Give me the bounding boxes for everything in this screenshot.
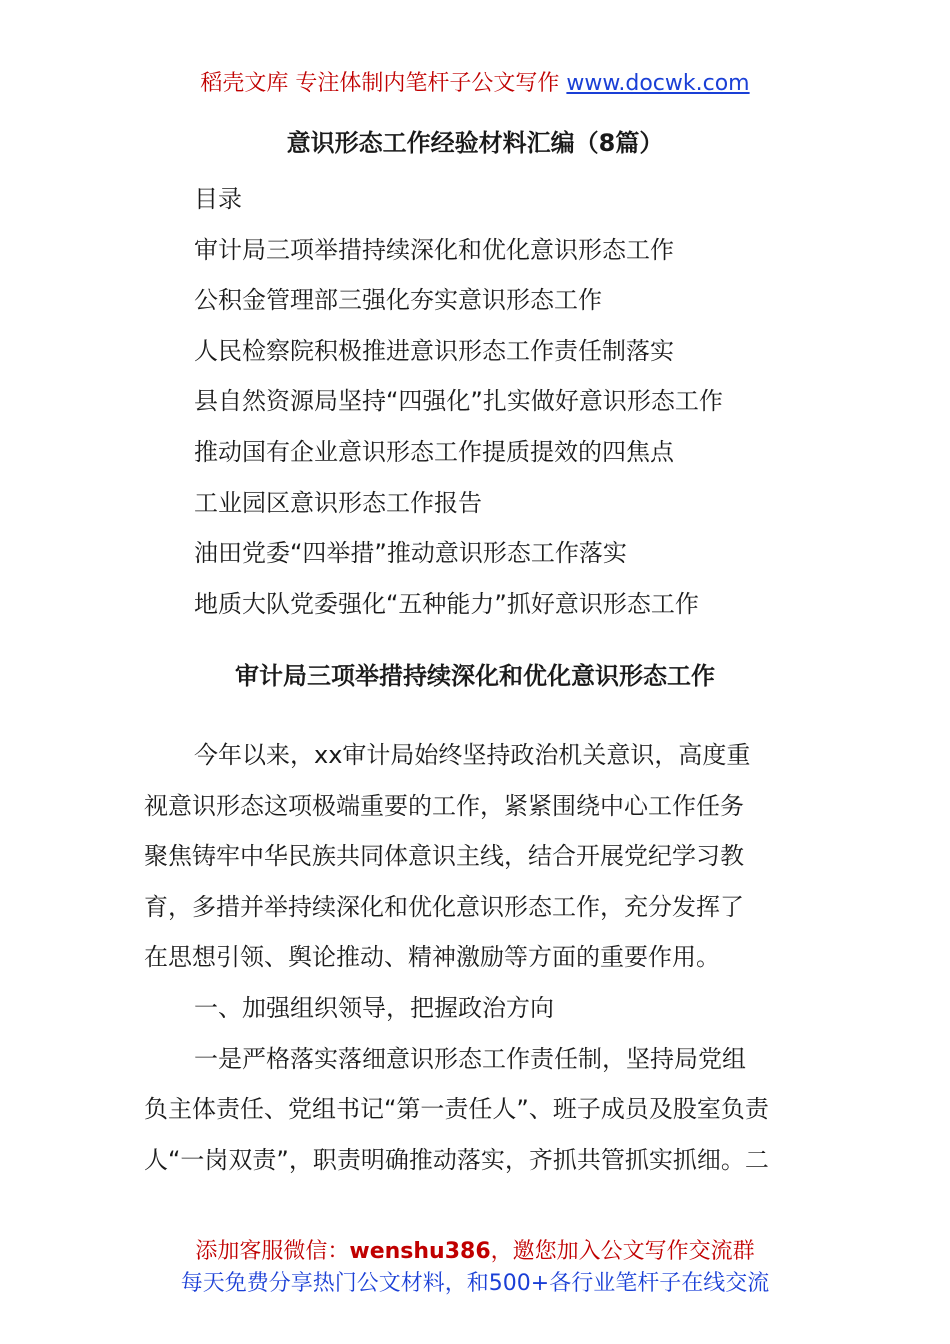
paragraph-line: 视意识形态这项极端重要的工作，紧紧围绕中心工作任务 [144, 791, 744, 820]
paragraph-line: 在思想引领、舆论推动、精神激励等方面的重要作用。 [144, 943, 720, 972]
paragraph-line: 人“一岗双责”，职责明确推动落实，齐抓共管抓实抓细。二 [144, 1145, 769, 1174]
toc-item: 人民检察院积极推进意识形态工作责任制落实 [194, 336, 674, 365]
body-text [144, 730, 810, 1185]
toc-item: 公积金管理部三强化夯实意识形态工作 [194, 286, 602, 315]
footer-promo-line: 每天免费分享热门公文材料，和500+各行业笔杆子在线交流 [180, 1271, 770, 1296]
section-title: 审计局三项举措持续深化和优化意识形态工作 [235, 662, 715, 690]
footer-prefix: 添加客服微信： [195, 1239, 350, 1264]
wechat-id: wenshu386 [349, 1239, 491, 1264]
subheading-line: 一、加强组织领导，把握政治方向 [194, 993, 554, 1022]
site-link[interactable]: www.docwk.com [566, 71, 750, 96]
paragraph-line: 一是严格落实落细意识形态工作责任制，坚持局党组 [194, 1044, 746, 1073]
document-title: 意识形态工作经验材料汇编（8篇） [286, 129, 664, 157]
toc-item: 县自然资源局坚持“四强化”扎实做好意识形态工作 [194, 387, 723, 416]
paragraph-line: 育，多措并举持续深化和优化意识形态工作，充分发挥了 [144, 892, 744, 921]
page-header [0, 68, 950, 100]
toc-item: 推动国有企业意识形态工作提质提效的四焦点 [194, 437, 674, 466]
paragraph-line: 今年以来，xx审计局始终坚持政治机关意识，高度重 [194, 741, 751, 769]
paragraph-line: 聚焦铸牢中华民族共同体意识主线，结合开展党纪学习教 [144, 842, 744, 871]
toc-item: 审计局三项举措持续深化和优化意识形态工作 [194, 235, 674, 264]
footer-contact-line [0, 1236, 950, 1268]
page-footer [0, 1236, 950, 1300]
toc-item: 油田党委“四举措”推动意识形态工作落实 [194, 539, 627, 568]
toc-item: 工业园区意识形态工作报告 [194, 488, 482, 517]
paragraph-line: 负主体责任、党组书记“第一责任人”、班子成员及股室负责 [144, 1095, 769, 1124]
table-of-contents [194, 174, 834, 629]
toc-item: 地质大队党委强化“五种能力”抓好意识形态工作 [194, 589, 699, 618]
toc-heading: 目录 [194, 185, 242, 213]
brand-text: 稻壳文库 专注体制内笔杆子公文写作 [200, 71, 567, 96]
footer-suffix: ，邀您加入公文写作交流群 [490, 1239, 755, 1264]
